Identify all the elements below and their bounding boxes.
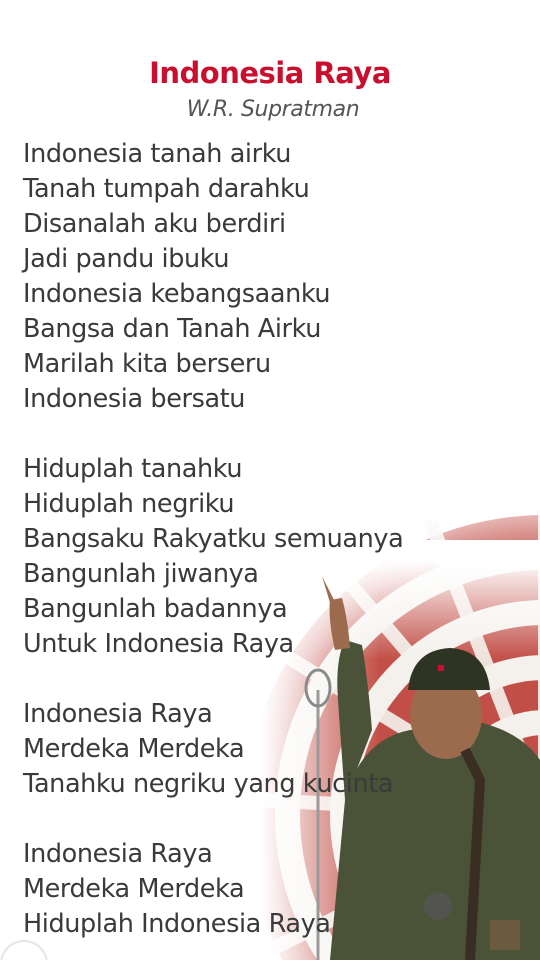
stanza-4 bbox=[23, 837, 523, 942]
lyric-line: Indonesia kebangsaanku bbox=[23, 279, 331, 309]
lyrics bbox=[23, 137, 523, 960]
stanza-1 bbox=[23, 137, 523, 417]
stanza-2 bbox=[23, 452, 523, 662]
lyric-line: Bangsa dan Tanah Airku bbox=[23, 314, 321, 344]
lyric-line: Bangunlah badannya bbox=[23, 594, 288, 624]
lyric-line: Bangunlah jiwanya bbox=[23, 559, 259, 589]
lyric-line: Untuk Indonesia Raya bbox=[23, 629, 294, 659]
lyric-line: Merdeka Merdeka bbox=[23, 874, 245, 904]
lyric-line: Indonesia Raya bbox=[23, 699, 213, 729]
lyric-line: Hiduplah Indonesia Raya bbox=[23, 909, 331, 939]
lyric-line: Tanah tumpah darahku bbox=[23, 174, 310, 204]
song-author: W.R. Supratman bbox=[186, 97, 360, 122]
lyric-line: Marilah kita berseru bbox=[23, 349, 271, 379]
stanza-3 bbox=[23, 697, 523, 802]
lyric-line: Jadi pandu ibuku bbox=[23, 244, 230, 274]
lyric-line: Indonesia tanah airku bbox=[23, 139, 292, 169]
lyric-line: Hiduplah negriku bbox=[23, 489, 235, 519]
lyric-line: Hiduplah tanahku bbox=[23, 454, 243, 484]
lyric-line: Indonesia Raya bbox=[23, 839, 213, 869]
lyric-line: Indonesia bersatu bbox=[23, 384, 246, 414]
lyric-line: Disanalah aku berdiri bbox=[23, 209, 286, 239]
lyric-line: Bangsaku Rakyatku semuanya bbox=[23, 524, 404, 554]
lyric-line: Merdeka Merdeka bbox=[23, 734, 245, 764]
lyric-line: Tanahku negriku yang kucinta bbox=[23, 769, 394, 799]
song-title: Indonesia Raya bbox=[149, 56, 391, 90]
